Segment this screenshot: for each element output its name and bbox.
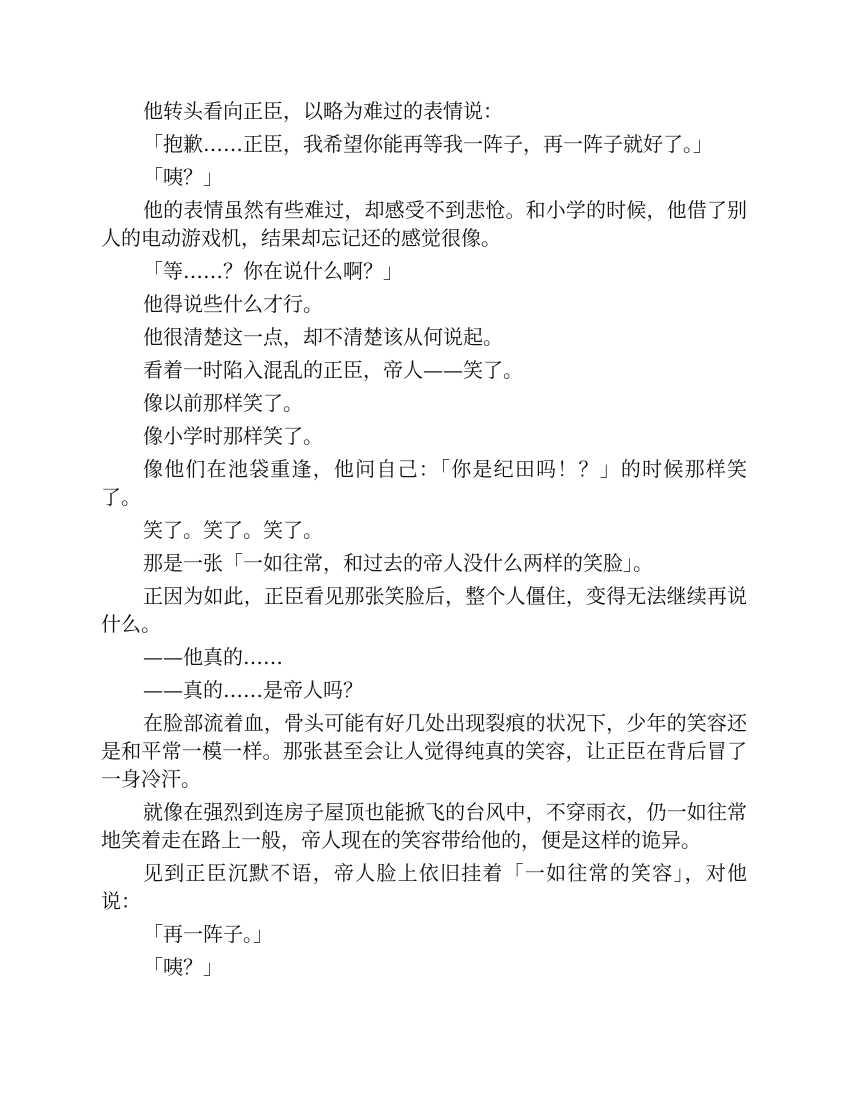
paragraph: ——真的……是帝人吗？	[143, 678, 363, 702]
paragraph: 「再一阵子。」	[143, 922, 273, 946]
paragraph: 他得说些什么才行。	[143, 292, 323, 316]
paragraph: 见到正臣沉默不语，帝人脸上依旧挂着「一如往常的笑容」，对他说：	[101, 861, 747, 913]
paragraph: 像小学时那样笑了。	[143, 424, 323, 448]
paragraph: 他很清楚这一点，却不清楚该从何说起。	[143, 325, 503, 349]
paragraph: 像他们在池袋重逢，他问自己：「你是纪田吗！？」的时候那样笑了。	[101, 457, 747, 509]
page-body	[101, 97, 747, 986]
paragraph: 就像在强烈到连房子屋顶也能掀飞的台风中，不穿雨衣，仍一如往常地笑着走在路上一般，帝人现在的笑容带给他的，便是这样的诡异。	[101, 800, 747, 852]
paragraph: 他的表情虽然有些难过，却感受不到悲怆。和小学的时候，他借了别人的电动游戏机，结果却忘记还的感觉很像。	[101, 198, 747, 250]
paragraph: 他转头看向正臣，以略为难过的表情说：	[143, 99, 503, 123]
paragraph: 「抱歉……正臣，我希望你能再等我一阵子，再一阵子就好了。」	[143, 132, 713, 156]
paragraph: 在脸部流着血，骨头可能有好几处出现裂痕的状况下，少年的笑容还是和平常一模一样。那张甚至会让人觉得纯真的笑容，让正臣在背后冒了一身冷汗。	[101, 711, 747, 791]
paragraph: 「等……？你在说什么啊？」	[143, 259, 403, 283]
paragraph: 那是一张「一如往常，和过去的帝人没什么两样的笑脸」。	[143, 551, 653, 575]
paragraph: 笑了。笑了。笑了。	[143, 518, 323, 542]
paragraph: ——他真的……	[143, 645, 283, 669]
paragraph: 看着一时陷入混乱的正臣，帝人——笑了。	[143, 358, 523, 382]
paragraph: 「咦？」	[143, 165, 223, 189]
paragraph: 像以前那样笑了。	[143, 391, 303, 415]
paragraph: 「咦？」	[143, 955, 223, 979]
paragraph: 正因为如此，正臣看见那张笑脸后，整个人僵住，变得无法继续再说什么。	[101, 584, 747, 636]
